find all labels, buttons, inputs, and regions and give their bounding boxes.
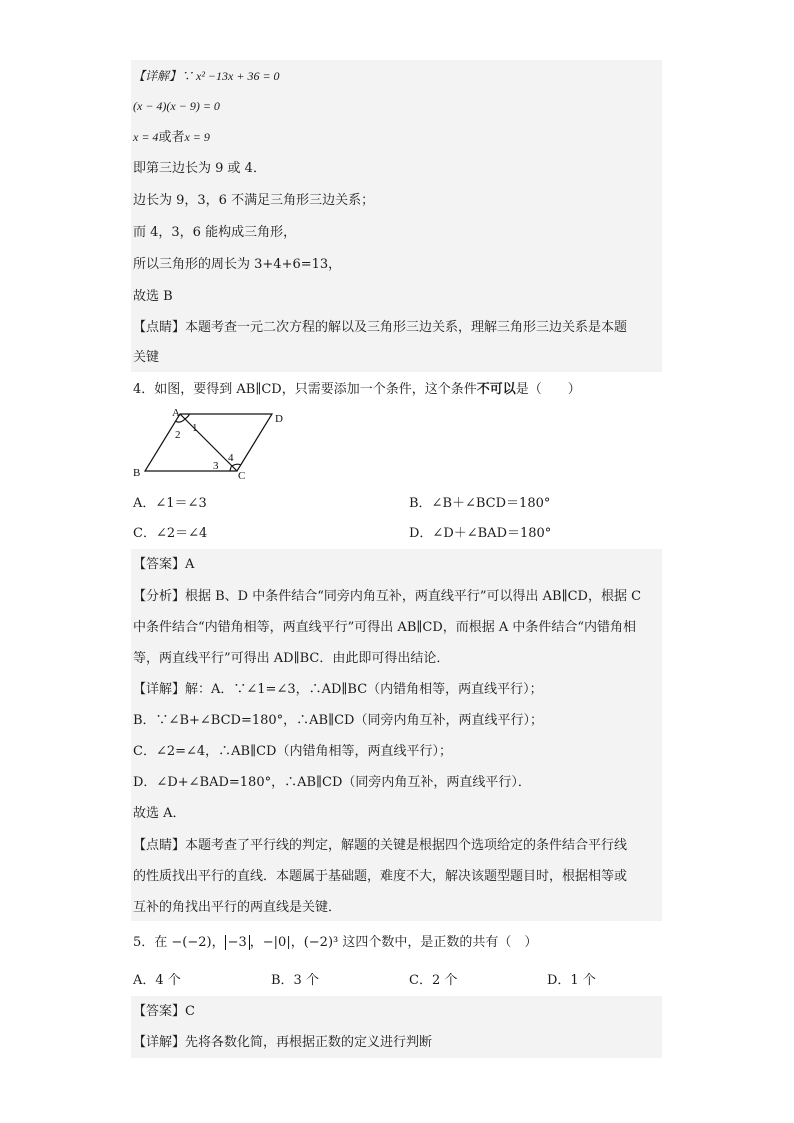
q5-option-d: D．1 个 [547, 973, 596, 988]
q4-detail-2: B．∵∠B+∠BCD=180°，∴AB∥CD（同旁内角互补，两直线平行）； [133, 713, 543, 728]
angle-label-1: 1 [192, 422, 198, 434]
q4-analysis-1: 【分析】根据 B、D 中条件结合“同旁内角互补，两直线平行”可以得出 AB∥CD，根据 C [133, 589, 642, 604]
side-check-2: 而 4，3，6 能构成三角形， [133, 225, 297, 240]
q4-analysis-2: 中条件结合“内错角相等，两直线平行”可得出 AB∥CD，而根据 A 中条件结合“内错角相 [133, 620, 637, 635]
q4-choose: 故选 A． [133, 806, 186, 821]
remark-line-1: 【点睛】本题考查一元二次方程的解以及三角形三边关系，理解三角形三边关系是本题 [133, 320, 628, 335]
vertex-d: D [275, 413, 283, 425]
q5-answer: 【答案】C [133, 1004, 195, 1019]
root-a: x = 4 [133, 130, 159, 144]
q4-option-a: A．∠1＝∠3 [133, 496, 207, 511]
or-word: 或者 [158, 130, 185, 145]
q4-stem [133, 382, 581, 398]
q4-remark-1: 【点睛】本题考查了平行线的判定，解题的关键是根据四个选项给定的条件结合平行线 [133, 838, 628, 853]
q5-detail: 【详解】先将各数化简，再根据正数的定义进行判断 [133, 1035, 433, 1050]
vertex-a: A [172, 407, 180, 419]
perimeter-line: 所以三角形的周长为 3+4+6=13， [133, 257, 342, 272]
angle-label-3: 3 [213, 460, 219, 472]
vertex-c: C [238, 470, 246, 480]
q4-option-b: B．∠B＋∠BCD＝180° [409, 496, 551, 511]
q4-detail-1: 【详解】解：A．∵∠1=∠3，∴AD∥BC（内错角相等，两直线平行）； [133, 682, 543, 697]
factored-equation: (x − 4)(x − 9) = 0 [133, 99, 220, 113]
q4-analysis-3: 等，两直线平行”可得出 AD∥BC．由此即可得出结论． [133, 651, 450, 666]
parallelogram-figure [128, 405, 288, 480]
vertex-b: B [133, 467, 141, 479]
angle-arc-1 [185, 414, 189, 419]
q4-detail-4: D．∠D+∠BAD=180°，∴AB∥CD（同旁内角互补，两直线平行）． [133, 775, 531, 790]
q4-stem-post: 是（ ） [515, 382, 581, 397]
remark-line-2: 关键 [133, 350, 160, 365]
q4-remark-3: 互补的角找出平行的两直线是关键． [133, 900, 342, 915]
q4-remark-2: 的性质找出平行的直线．本题属于基础题，难度不大，解决该题型题目时，根据相等或 [133, 869, 628, 884]
q5-option-b: B．3 个 [271, 973, 319, 988]
angle-label-4: 4 [228, 452, 234, 464]
q5-stem-part-2: ，−|0|，(−2)³ 这四个数中，是正数的共有（ ） [249, 935, 538, 950]
q5-abs-value: −3 [225, 935, 250, 950]
q5-option-a: A．4 个 [133, 973, 181, 988]
q5-option-c: C．2 个 [409, 973, 458, 988]
root-b: x = 9 [184, 130, 210, 144]
third-side-line: 即第三边长为 9 或 4． [133, 161, 266, 176]
q4-detail-3: C．∠2=∠4，∴AB∥CD（内错角相等，两直线平行）； [133, 744, 452, 759]
q5-stem-part-1: 5．在 −(−2)， [133, 935, 225, 950]
angle-arc-3 [230, 466, 232, 471]
detail-equation: 【详解】∵ x² −13x + 36 = 0 [133, 69, 280, 83]
q4-option-d: D．∠D＋∠BAD＝180° [409, 526, 552, 541]
angle-label-2: 2 [175, 429, 181, 441]
q4-stem-bold: 不可以 [476, 382, 516, 397]
side-check-1: 边长为 9，3，6 不满足三角形三边关系； [133, 193, 375, 208]
roots-line [133, 129, 210, 146]
q4-stem-pre: 4．如图，要得到 AB∥CD，只需要添加一个条件，这个条件 [133, 382, 477, 397]
q4-option-c: C．∠2＝∠4 [133, 526, 208, 541]
q4-answer: 【答案】A [133, 557, 195, 572]
choose-b-line: 故选 B [133, 289, 173, 304]
q5-stem [133, 935, 537, 951]
